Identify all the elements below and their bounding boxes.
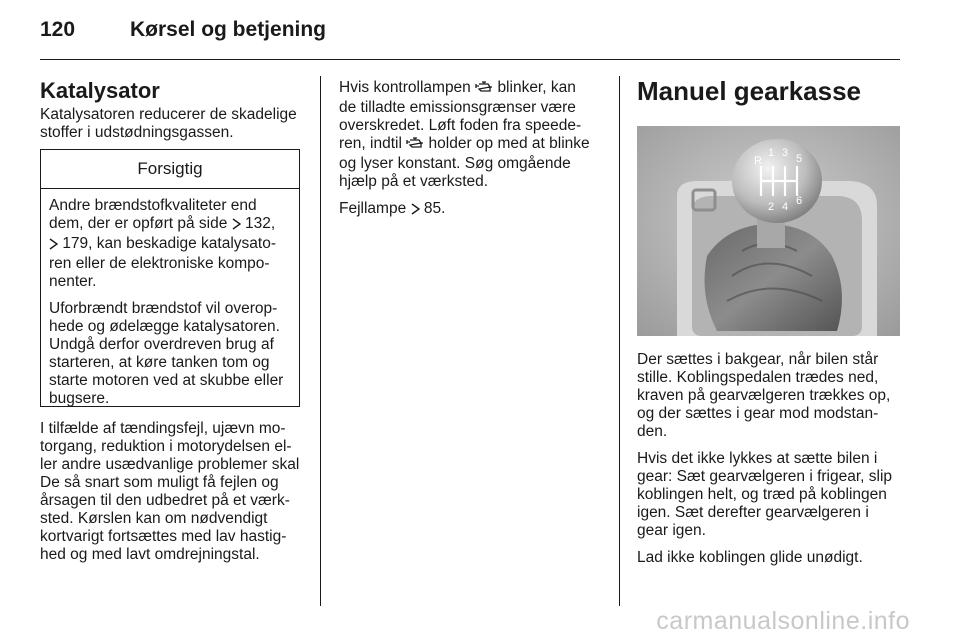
header-rule bbox=[40, 59, 900, 60]
clutch-note-paragraph: Lad ikke koblingen glide unødigt. bbox=[637, 549, 863, 566]
gear-digit-r: R bbox=[754, 155, 762, 167]
section-heading-katalysator: Katalysator bbox=[40, 78, 160, 103]
engine-warning-lamp-icon bbox=[406, 136, 424, 155]
gear-fail-paragraph: Hvis det ikke lykkes at sætte bilen i gear: Sæt gearvælgeren i frigear, slip koblingen helt, og træd på koblingen igen. Sæt derefter gearvælgeren i gear igen. bbox=[637, 450, 893, 539]
gear-shift-photo bbox=[637, 126, 900, 336]
page-reference-icon bbox=[232, 217, 241, 235]
reverse-gear-paragraph: Der sættes i bakgear, når bilen står stille. Koblingspedalen trædes ned, kraven på gearvælgeren trækkes op, og der sættes i gear mod modstan- den. bbox=[637, 351, 891, 440]
page-number: 120 bbox=[40, 18, 76, 41]
page-reference-icon bbox=[49, 237, 58, 255]
body-paragraph: I tilfælde af tændingsfejl, ujævn mo- torgang, reduktion i motorydelsen el- ler andre usædvanlige problemer skal De så snart som muligt få fejlen og årsagen til den udbedret på et værk- sted. Kørslen kan om nødvendigt kortvarigt fortsættes med lav hastig- hed og med lavt omdrejningstal. bbox=[40, 420, 300, 563]
column-1 bbox=[40, 78, 308, 142]
gear-digit-3: 3 bbox=[782, 147, 789, 159]
fault-lamp-reference: Fejllampe 85. bbox=[339, 200, 611, 220]
caution-title: Forsigtig bbox=[41, 150, 299, 189]
column-2 bbox=[339, 79, 611, 229]
gear-digit-4: 4 bbox=[782, 201, 789, 213]
lamp-paragraph: Hvis kontrollampen blinker, kan de tilladte emissionsgrænser være overskredet. Løft foden fra speede- ren, indtil holder op med at blinke og lyser konstant. Søg omgående hjælp på et værksted. bbox=[339, 79, 590, 190]
column-3 bbox=[637, 76, 907, 106]
column-1-body bbox=[40, 420, 312, 564]
gear-digit-5: 5 bbox=[796, 153, 803, 165]
caution-box bbox=[40, 149, 300, 407]
watermark: carmanualsonline.info bbox=[656, 607, 910, 635]
intro-paragraph: Katalysatoren reducerer de skadelige stoffer i udstødningsgassen. bbox=[40, 106, 297, 141]
page-reference-icon bbox=[411, 202, 420, 220]
column-divider-2 bbox=[619, 76, 620, 606]
gear-digit-6: 6 bbox=[796, 195, 803, 207]
section-heading-manuel-gearkasse: Manuel gearkasse bbox=[637, 76, 862, 106]
caution-paragraph-1: Andre brændstofkvaliteter end dem, der er opført på side 132, 179, kan beskadige katalysato- ren eller de elektroniske kompo- nenter. bbox=[49, 197, 277, 290]
gear-digit-1: 1 bbox=[768, 147, 775, 159]
column-divider-1 bbox=[320, 76, 321, 606]
caution-paragraph-2: Uforbrændt brændstof vil overop- hede og ødelægge katalysatoren. Undgå derfor overdreven brug af starteren, at køre tanken tom og starte motoren ved at skubbe eller bugsere. bbox=[49, 300, 284, 407]
caution-body bbox=[41, 189, 299, 408]
chapter-title: Kørsel og betjening bbox=[130, 18, 327, 41]
column-3-body bbox=[637, 351, 912, 576]
gear-digit-2: 2 bbox=[768, 201, 775, 213]
engine-warning-lamp-icon bbox=[475, 80, 493, 99]
